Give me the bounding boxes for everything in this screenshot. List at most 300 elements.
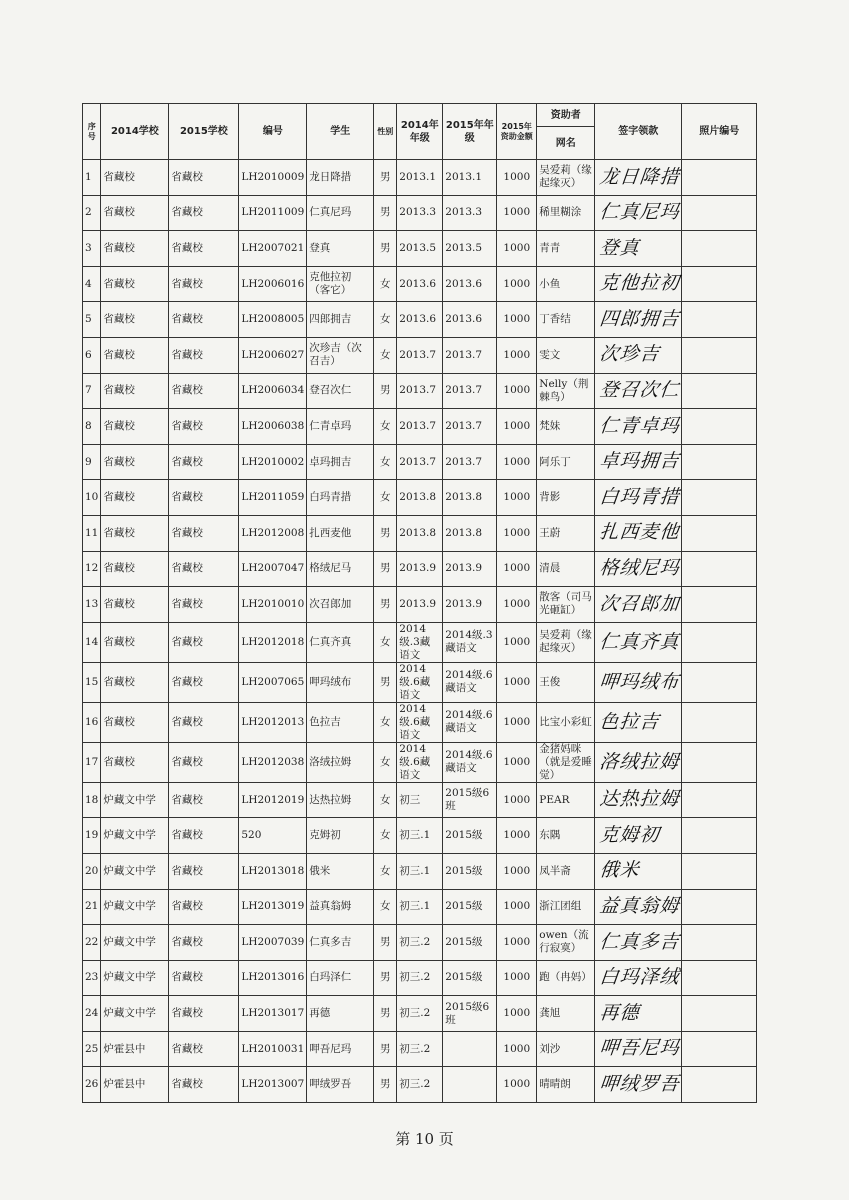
cell-seq: 3 xyxy=(83,231,101,267)
cell-photo-no xyxy=(682,702,757,742)
cell-photo-no xyxy=(682,1067,757,1103)
cell-sponsor: 雯文 xyxy=(537,337,595,373)
cell-school-2015: 省藏校 xyxy=(169,302,239,338)
cell-school-2014: 炉藏文中学 xyxy=(101,782,169,818)
cell-grade-2015: 2013.7 xyxy=(443,373,497,409)
cell-grade-2015: 2013.8 xyxy=(443,480,497,516)
cell-grade-2015 xyxy=(443,1031,497,1067)
cell-grade-2014: 2013.1 xyxy=(397,160,443,196)
cell-gender: 女 xyxy=(374,337,397,373)
cell-school-2014: 省藏校 xyxy=(101,551,169,587)
cell-grade-2014: 初三.2 xyxy=(397,960,443,996)
table-row xyxy=(83,996,757,1032)
cell-photo-no xyxy=(682,409,757,445)
cell-grade-2014: 2014级.6藏语文 xyxy=(397,702,443,742)
cell-seq: 6 xyxy=(83,337,101,373)
cell-school-2014: 炉霍县中 xyxy=(101,1067,169,1103)
cell-id: LH2010031 xyxy=(239,1031,307,1067)
cell-signature: 仁青卓玛 xyxy=(593,409,684,445)
cell-gender: 男 xyxy=(374,1031,397,1067)
sponsorship-table xyxy=(82,103,757,1103)
table-row xyxy=(83,925,757,961)
cell-student: 白玛青措 xyxy=(307,480,374,516)
cell-sponsor: PEAR xyxy=(537,782,595,818)
cell-grade-2014: 2013.3 xyxy=(397,195,443,231)
cell-grade-2014: 2013.5 xyxy=(397,231,443,267)
cell-grade-2014: 2013.9 xyxy=(397,587,443,623)
table-row xyxy=(83,480,757,516)
cell-school-2014: 省藏校 xyxy=(101,480,169,516)
cell-amount: 1000 xyxy=(497,195,537,231)
cell-school-2015: 省藏校 xyxy=(169,818,239,854)
table-row xyxy=(83,702,757,742)
cell-amount: 1000 xyxy=(497,515,537,551)
cell-seq: 16 xyxy=(83,702,101,742)
cell-id: LH2010009 xyxy=(239,160,307,196)
cell-signature: 呷玛绒布 xyxy=(593,662,684,702)
cell-id: LH2012018 xyxy=(239,622,307,662)
cell-sponsor: 青青 xyxy=(537,231,595,267)
cell-amount: 1000 xyxy=(497,231,537,267)
cell-id: LH2010010 xyxy=(239,587,307,623)
cell-sponsor: 龚旭 xyxy=(537,996,595,1032)
cell-gender: 男 xyxy=(374,551,397,587)
cell-gender: 女 xyxy=(374,480,397,516)
cell-school-2015: 省藏校 xyxy=(169,622,239,662)
cell-school-2015: 省藏校 xyxy=(169,587,239,623)
cell-amount: 1000 xyxy=(497,818,537,854)
table-row xyxy=(83,337,757,373)
page-number: 第 10 页 xyxy=(395,1130,454,1148)
cell-school-2014: 省藏校 xyxy=(101,702,169,742)
cell-sponsor: 浙江团组 xyxy=(537,889,595,925)
cell-sponsor: Nelly（荆棘鸟） xyxy=(537,373,595,409)
cell-amount: 1000 xyxy=(497,1067,537,1103)
cell-photo-no xyxy=(682,444,757,480)
cell-signature: 卓玛拥吉 xyxy=(593,444,684,480)
table-body xyxy=(83,160,757,1103)
cell-signature: 色拉吉 xyxy=(593,702,684,742)
cell-photo-no xyxy=(682,996,757,1032)
cell-id: LH2013017 xyxy=(239,996,307,1032)
table-row xyxy=(83,266,757,302)
cell-photo-no xyxy=(682,480,757,516)
cell-sponsor: 背影 xyxy=(537,480,595,516)
table-row xyxy=(83,231,757,267)
cell-id: LH2006038 xyxy=(239,409,307,445)
table-row xyxy=(83,515,757,551)
cell-school-2015: 省藏校 xyxy=(169,996,239,1032)
cell-id: LH2008005 xyxy=(239,302,307,338)
cell-grade-2014: 初三.2 xyxy=(397,925,443,961)
cell-grade-2015: 2013.9 xyxy=(443,587,497,623)
cell-gender: 女 xyxy=(374,782,397,818)
cell-school-2015: 省藏校 xyxy=(169,742,239,782)
cell-grade-2014: 2013.8 xyxy=(397,515,443,551)
cell-signature: 仁真多吉 xyxy=(593,925,684,961)
cell-seq: 8 xyxy=(83,409,101,445)
cell-school-2014: 炉藏文中学 xyxy=(101,818,169,854)
cell-seq: 25 xyxy=(83,1031,101,1067)
cell-grade-2015: 2013.7 xyxy=(443,409,497,445)
cell-gender: 女 xyxy=(374,622,397,662)
cell-seq: 2 xyxy=(83,195,101,231)
cell-photo-no xyxy=(682,1031,757,1067)
header-sponsor: 资助者 xyxy=(537,104,595,127)
cell-grade-2015: 2014级.3藏语文 xyxy=(443,622,497,662)
cell-photo-no xyxy=(682,818,757,854)
cell-grade-2014: 初三.2 xyxy=(397,996,443,1032)
cell-gender: 男 xyxy=(374,231,397,267)
table-row xyxy=(83,742,757,782)
cell-grade-2015: 2015级6班 xyxy=(443,782,497,818)
cell-student: 卓玛拥吉 xyxy=(307,444,374,480)
cell-id: LH2011059 xyxy=(239,480,307,516)
table-row xyxy=(83,960,757,996)
cell-seq: 15 xyxy=(83,662,101,702)
table-row xyxy=(83,195,757,231)
cell-school-2015: 省藏校 xyxy=(169,515,239,551)
table-row xyxy=(83,160,757,196)
cell-sponsor: 比宝小彩虹 xyxy=(537,702,595,742)
cell-gender: 女 xyxy=(374,742,397,782)
cell-signature: 仁真尼玛 xyxy=(593,195,684,231)
header-seq: 序号 xyxy=(83,104,101,160)
cell-grade-2015: 2014级.6藏语文 xyxy=(443,702,497,742)
cell-id: LH2012013 xyxy=(239,702,307,742)
cell-school-2015: 省藏校 xyxy=(169,702,239,742)
cell-grade-2014: 初三.2 xyxy=(397,1031,443,1067)
cell-amount: 1000 xyxy=(497,373,537,409)
cell-grade-2015: 2013.1 xyxy=(443,160,497,196)
cell-grade-2014: 2014级.6藏语文 xyxy=(397,742,443,782)
cell-sponsor: 稀里糊涂 xyxy=(537,195,595,231)
cell-grade-2015: 2015级 xyxy=(443,925,497,961)
cell-school-2015: 省藏校 xyxy=(169,337,239,373)
cell-student: 仁真齐真 xyxy=(307,622,374,662)
cell-school-2014: 省藏校 xyxy=(101,373,169,409)
cell-grade-2014: 初三 xyxy=(397,782,443,818)
cell-school-2015: 省藏校 xyxy=(169,409,239,445)
table-row xyxy=(83,622,757,662)
cell-photo-no xyxy=(682,337,757,373)
cell-grade-2015: 2013.6 xyxy=(443,302,497,338)
cell-school-2014: 省藏校 xyxy=(101,231,169,267)
cell-amount: 1000 xyxy=(497,551,537,587)
cell-seq: 5 xyxy=(83,302,101,338)
table-row xyxy=(83,373,757,409)
cell-id: LH2013016 xyxy=(239,960,307,996)
cell-photo-no xyxy=(682,960,757,996)
cell-student: 洛绒拉姆 xyxy=(307,742,374,782)
cell-seq: 7 xyxy=(83,373,101,409)
cell-grade-2015 xyxy=(443,1067,497,1103)
table-row xyxy=(83,551,757,587)
cell-signature: 登真 xyxy=(593,231,684,267)
cell-school-2015: 省藏校 xyxy=(169,889,239,925)
cell-sponsor: 小鱼 xyxy=(537,266,595,302)
cell-id: LH2010002 xyxy=(239,444,307,480)
cell-grade-2014: 初三.1 xyxy=(397,853,443,889)
cell-seq: 21 xyxy=(83,889,101,925)
cell-id: LH2011009 xyxy=(239,195,307,231)
cell-signature: 呷吾尼玛 xyxy=(593,1031,684,1067)
cell-signature: 克姆初 xyxy=(593,818,684,854)
cell-school-2014: 省藏校 xyxy=(101,195,169,231)
cell-id: LH2007021 xyxy=(239,231,307,267)
cell-student: 登真 xyxy=(307,231,374,267)
cell-school-2015: 省藏校 xyxy=(169,1067,239,1103)
cell-photo-no xyxy=(682,231,757,267)
cell-grade-2014: 2013.6 xyxy=(397,266,443,302)
cell-seq: 24 xyxy=(83,996,101,1032)
table-row xyxy=(83,782,757,818)
cell-school-2015: 省藏校 xyxy=(169,373,239,409)
cell-grade-2014: 初三.1 xyxy=(397,818,443,854)
cell-seq: 26 xyxy=(83,1067,101,1103)
cell-school-2014: 炉藏文中学 xyxy=(101,853,169,889)
cell-student: 达热拉姆 xyxy=(307,782,374,818)
cell-grade-2015: 2013.9 xyxy=(443,551,497,587)
cell-school-2014: 省藏校 xyxy=(101,160,169,196)
cell-sponsor: 散客（司马光砸缸） xyxy=(537,587,595,623)
cell-amount: 1000 xyxy=(497,302,537,338)
cell-signature: 仁真齐真 xyxy=(593,622,684,662)
cell-amount: 1000 xyxy=(497,266,537,302)
cell-school-2014: 省藏校 xyxy=(101,266,169,302)
cell-grade-2015: 2015级 xyxy=(443,960,497,996)
cell-photo-no xyxy=(682,925,757,961)
cell-gender: 女 xyxy=(374,302,397,338)
cell-student: 次召郎加 xyxy=(307,587,374,623)
cell-sponsor: 跑（冉妈） xyxy=(537,960,595,996)
header-id: 编号 xyxy=(239,104,307,160)
cell-grade-2014: 2013.8 xyxy=(397,480,443,516)
cell-gender: 男 xyxy=(374,960,397,996)
cell-school-2015: 省藏校 xyxy=(169,266,239,302)
cell-id: LH2012008 xyxy=(239,515,307,551)
cell-gender: 女 xyxy=(374,702,397,742)
cell-sponsor: 清晨 xyxy=(537,551,595,587)
cell-student: 克他拉初（客它） xyxy=(307,266,374,302)
cell-school-2015: 省藏校 xyxy=(169,662,239,702)
cell-student: 仁青卓玛 xyxy=(307,409,374,445)
cell-school-2015: 省藏校 xyxy=(169,853,239,889)
cell-student: 色拉吉 xyxy=(307,702,374,742)
cell-seq: 20 xyxy=(83,853,101,889)
table-row xyxy=(83,1031,757,1067)
cell-school-2014: 炉藏文中学 xyxy=(101,925,169,961)
cell-student: 白玛泽仁 xyxy=(307,960,374,996)
cell-student: 呷玛绒布 xyxy=(307,662,374,702)
cell-id: LH2013007 xyxy=(239,1067,307,1103)
cell-seq: 11 xyxy=(83,515,101,551)
cell-photo-no xyxy=(682,782,757,818)
cell-amount: 1000 xyxy=(497,925,537,961)
cell-school-2015: 省藏校 xyxy=(169,480,239,516)
cell-id: LH2007047 xyxy=(239,551,307,587)
cell-school-2014: 省藏校 xyxy=(101,337,169,373)
cell-gender: 男 xyxy=(374,996,397,1032)
cell-id: LH2012038 xyxy=(239,742,307,782)
cell-sponsor: 东隅 xyxy=(537,818,595,854)
cell-photo-no xyxy=(682,889,757,925)
cell-school-2014: 省藏校 xyxy=(101,742,169,782)
cell-gender: 男 xyxy=(374,515,397,551)
cell-id: LH2006027 xyxy=(239,337,307,373)
cell-photo-no xyxy=(682,742,757,782)
cell-sponsor: 王俊 xyxy=(537,662,595,702)
cell-grade-2014: 2013.9 xyxy=(397,551,443,587)
cell-id: LH2013018 xyxy=(239,853,307,889)
cell-id: LH2012019 xyxy=(239,782,307,818)
header-grade-2014: 2014年年级 xyxy=(397,104,443,160)
cell-photo-no xyxy=(682,622,757,662)
cell-grade-2015: 2013.5 xyxy=(443,231,497,267)
cell-amount: 1000 xyxy=(497,889,537,925)
cell-sponsor: 阿乐丁 xyxy=(537,444,595,480)
cell-school-2014: 省藏校 xyxy=(101,662,169,702)
cell-grade-2015: 2015级6班 xyxy=(443,996,497,1032)
cell-id: LH2006034 xyxy=(239,373,307,409)
cell-student: 仁真尼玛 xyxy=(307,195,374,231)
cell-photo-no xyxy=(682,853,757,889)
cell-grade-2014: 2013.7 xyxy=(397,409,443,445)
cell-gender: 女 xyxy=(374,266,397,302)
cell-photo-no xyxy=(682,195,757,231)
cell-seq: 17 xyxy=(83,742,101,782)
cell-amount: 1000 xyxy=(497,160,537,196)
cell-seq: 14 xyxy=(83,622,101,662)
cell-school-2015: 省藏校 xyxy=(169,551,239,587)
cell-signature: 呷绒罗吾 xyxy=(593,1067,684,1103)
cell-photo-no xyxy=(682,587,757,623)
cell-signature: 达热拉姆 xyxy=(593,782,684,818)
cell-gender: 男 xyxy=(374,587,397,623)
cell-signature: 白玛泽绒 xyxy=(593,960,684,996)
cell-gender: 女 xyxy=(374,853,397,889)
cell-gender: 男 xyxy=(374,662,397,702)
cell-gender: 男 xyxy=(374,925,397,961)
cell-school-2014: 省藏校 xyxy=(101,409,169,445)
cell-grade-2015: 2014级.6藏语文 xyxy=(443,662,497,702)
cell-seq: 23 xyxy=(83,960,101,996)
cell-school-2015: 省藏校 xyxy=(169,925,239,961)
table-row xyxy=(83,853,757,889)
cell-school-2014: 省藏校 xyxy=(101,587,169,623)
cell-signature: 次召郎加 xyxy=(593,587,684,623)
cell-school-2015: 省藏校 xyxy=(169,960,239,996)
cell-grade-2015: 2015级 xyxy=(443,853,497,889)
cell-id: LH2013019 xyxy=(239,889,307,925)
cell-amount: 1000 xyxy=(497,782,537,818)
cell-school-2014: 炉藏文中学 xyxy=(101,889,169,925)
cell-amount: 1000 xyxy=(497,742,537,782)
cell-photo-no xyxy=(682,515,757,551)
cell-school-2015: 省藏校 xyxy=(169,1031,239,1067)
cell-school-2014: 省藏校 xyxy=(101,622,169,662)
cell-signature: 洛绒拉姆 xyxy=(593,742,684,782)
cell-grade-2015: 2015级 xyxy=(443,818,497,854)
cell-student: 格绒尼马 xyxy=(307,551,374,587)
table-row xyxy=(83,587,757,623)
table-header xyxy=(83,104,757,160)
cell-student: 再德 xyxy=(307,996,374,1032)
cell-amount: 1000 xyxy=(497,853,537,889)
header-photo-no: 照片编号 xyxy=(682,104,757,160)
cell-grade-2014: 2013.6 xyxy=(397,302,443,338)
cell-amount: 1000 xyxy=(497,480,537,516)
sponsorship-table-container xyxy=(82,103,757,1103)
header-school-2014: 2014学校 xyxy=(101,104,169,160)
cell-student: 龙日降措 xyxy=(307,160,374,196)
cell-signature: 龙日降措 xyxy=(593,160,684,196)
cell-grade-2015: 2015级 xyxy=(443,889,497,925)
header-gender: 性别 xyxy=(374,104,397,160)
cell-gender: 男 xyxy=(374,160,397,196)
header-grade-2015: 2015年年级 xyxy=(443,104,497,160)
cell-seq: 10 xyxy=(83,480,101,516)
cell-id: 520 xyxy=(239,818,307,854)
table-row xyxy=(83,302,757,338)
cell-gender: 女 xyxy=(374,818,397,854)
cell-grade-2014: 2013.7 xyxy=(397,444,443,480)
table-row xyxy=(83,409,757,445)
cell-seq: 19 xyxy=(83,818,101,854)
cell-grade-2014: 2014级.3藏语文 xyxy=(397,622,443,662)
header-school-2015: 2015学校 xyxy=(169,104,239,160)
cell-amount: 1000 xyxy=(497,444,537,480)
cell-grade-2014: 2014级.6藏语文 xyxy=(397,662,443,702)
table-row xyxy=(83,662,757,702)
cell-school-2015: 省藏校 xyxy=(169,160,239,196)
header-student: 学生 xyxy=(307,104,374,160)
cell-student: 扎西麦他 xyxy=(307,515,374,551)
cell-sponsor: 王蔚 xyxy=(537,515,595,551)
cell-student: 俄米 xyxy=(307,853,374,889)
cell-gender: 男 xyxy=(374,373,397,409)
cell-school-2014: 炉藏文中学 xyxy=(101,996,169,1032)
cell-amount: 1000 xyxy=(497,409,537,445)
cell-gender: 女 xyxy=(374,409,397,445)
cell-student: 益真翁姆 xyxy=(307,889,374,925)
cell-id: LH2007065 xyxy=(239,662,307,702)
cell-amount: 1000 xyxy=(497,960,537,996)
cell-student: 呷绒罗吾 xyxy=(307,1067,374,1103)
cell-gender: 女 xyxy=(374,889,397,925)
header-amount-2015: 2015年资助金额 xyxy=(497,104,537,160)
cell-seq: 9 xyxy=(83,444,101,480)
cell-signature: 登召次仁 xyxy=(593,373,684,409)
cell-seq: 13 xyxy=(83,587,101,623)
cell-sponsor: owen（流行寂寞） xyxy=(537,925,595,961)
cell-sponsor: 吴爱莉（缘起缘灭） xyxy=(537,622,595,662)
cell-gender: 男 xyxy=(374,195,397,231)
cell-grade-2015: 2013.7 xyxy=(443,337,497,373)
cell-seq: 1 xyxy=(83,160,101,196)
cell-signature: 克他拉初 xyxy=(593,266,684,302)
cell-amount: 1000 xyxy=(497,622,537,662)
cell-grade-2015: 2013.8 xyxy=(443,515,497,551)
cell-grade-2015: 2013.3 xyxy=(443,195,497,231)
cell-school-2015: 省藏校 xyxy=(169,195,239,231)
cell-school-2014: 炉霍县中 xyxy=(101,1031,169,1067)
cell-amount: 1000 xyxy=(497,587,537,623)
cell-amount: 1000 xyxy=(497,337,537,373)
cell-sponsor: 刘沙 xyxy=(537,1031,595,1067)
cell-signature: 四郎拥吉 xyxy=(593,302,684,338)
cell-signature: 格绒尼玛 xyxy=(593,551,684,587)
